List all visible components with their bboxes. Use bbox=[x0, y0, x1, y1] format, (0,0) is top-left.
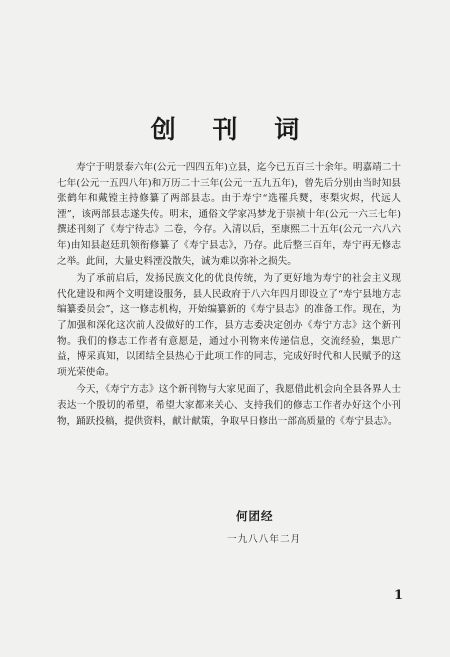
paragraph: 今天，《寿宁方志》这个新刊物与大家见面了，我愿借此机会向全县各界人士表达一个殷切的希望，希望大家都来关心、支持我们的修志工作者办好这个小刊物，踊跃投稿，提供资料，献计献策，争取早日修出一部高质量的《寿宁县志》。 bbox=[57, 384, 401, 427]
paragraph: 为了承前启后，发扬民族文化的优良传统，为了更好地为寿宁的社会主义现代化建设和两个文明建设服务，县人民政府于八六年四月即设立了“寿宁县地方志编纂委员会”，这一修志机构，开始编纂新的《寿宁县志》的准备工作。现在，为了加强和深化这次前人没做好的工作，县方志委决定创办《寿宁方志》这个新刊物。我们的修志工作者有意愿是，通过小刊物来传递信息，交流经验，集思广益，博采真知，以团结全县热心于此项工作的同志，完成好时代和人民赋予的这项光荣使命。 bbox=[57, 273, 401, 378]
author-signature: 何团经 bbox=[236, 509, 274, 523]
body-text bbox=[57, 160, 401, 431]
page-number: 1 bbox=[394, 588, 404, 603]
signature-date: 一九八八年二月 bbox=[227, 534, 302, 545]
page-title: 创 刊 词 bbox=[150, 115, 314, 144]
paragraph: 寿宁于明景泰六年(公元一四四五年)立县，迄今已五百三十余年。明嘉靖二十七年(公元一五四八年)和万历二十三年(公元一五九五年)，曾先后分别由当时知县张鹤年和戴镗主持修纂了两部县志。由于寿宁“选罹兵燹，枣梨灾烬，代远人湮”，该两部县志遂失传。明末，通俗文学家冯梦龙于崇祯十年(公元一六三七年)撰述刊刻了《寿宁待志》二卷，今存。入清以后，至康熙二十五年(公元一六八六年)由知县赵廷玑领衔修纂了《寿宁县志》，乃存。此后整三百年，寿宁再无修志之举。此间，大量史料湮没散失，诚为难以弥补之损失。 bbox=[57, 162, 401, 267]
